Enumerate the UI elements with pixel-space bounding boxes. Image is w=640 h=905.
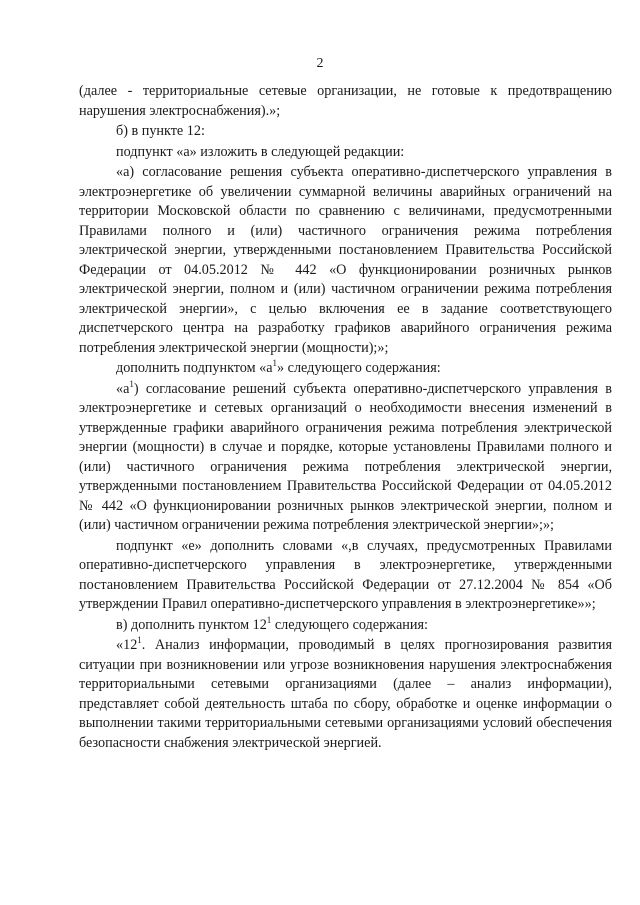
paragraph-item-v-intro xyxy=(79,616,612,636)
text-segment: «12 xyxy=(116,637,138,653)
superscript: 1 xyxy=(129,378,134,389)
paragraph-subitem-e: подпункт «е» дополнить словами «,в случаях, предусмотренных Правилами оперативно-диспетчерского управления в электроэнергетике, утвержденными постановлением Правительства Российской Федерации от 27.12.2004 № 854 «Об утверждении Правил оперативно-диспетчерского управления в электроэнергетике»»; xyxy=(79,537,612,612)
paragraph-subitem-a-text: «а) согласование решения субъекта оперативно-диспетчерского управления в электроэнергетике об увеличении суммарной величины аварийных ограничений на территории Московской области по сравнению с величинами, предусмотренными Правилами полного и (или) частичного ограничения режима потребления электрической энергии, утвержденными постановлением Правительства Российской Федерации от 04.05.2012 № 442 «О функционировании розничных рынков электрической энергии, полном и (или) частичном ограничении режима потребления электрической энергии», с целью включения ее в задание соответствующего диспетчерского центра на разработку графиков аварийного ограничения режима потребления электрической энергии (мощности);»; xyxy=(79,164,612,356)
paragraph-subitem-a-intro: подпункт «а» изложить в следующей редакции: xyxy=(116,143,405,160)
text-segment: в) дополнить пунктом 12 xyxy=(116,616,267,633)
superscript: 1 xyxy=(272,358,278,368)
page-number: 2 xyxy=(316,56,324,71)
text-segment: «а xyxy=(116,380,130,397)
paragraph-add-subitem-a1-intro xyxy=(79,359,612,379)
superscript: 1 xyxy=(266,614,272,625)
text-segment: дополнить подпунктом «а xyxy=(116,360,273,376)
paragraph-subitem-a1-text xyxy=(79,380,612,536)
text-segment: следующего содержания: xyxy=(271,616,428,633)
text-segment: » следующего содержания: xyxy=(277,360,441,376)
text-segment: ) согласование решений субъекта оперативно-диспетчерского управления в электроэнергетике и сетевых организаций о необходимости внесения изменений в утвержденные графики аварийного ограничения режима потребления электрической энергии (мощности) в случае и порядке, которые установлены Правилами полного и (или) частичного ограничения режима потребления электрической энергии, утвержденными постановлением Правительства Российской Федерации от 04.05.2012 № 442 «О функционировании розничных рынков электрической энергии, полном и (или) частичном ограничении режима потребления электрической энергии»;»; xyxy=(79,380,612,533)
paragraph-continuation: (далее - территориальные сетевые организации, не готовые к предотвращению нарушения электроснабжения).»; xyxy=(79,83,612,119)
paragraph-item-b: б) в пункте 12: xyxy=(116,123,205,139)
document-body xyxy=(79,82,612,753)
superscript: 1 xyxy=(137,635,142,645)
text-segment: . Анализ информации, проводимый в целях прогнозирования развития ситуации при возникновении или угрозе возникновения нарушения электроснабжения территориальными сетевыми организациями (далее – анализ информации), представляет собой деятельность штаба по сбору, обработке и оценке информации о выполнении такими территориальными сетевыми организациями условий обеспечения безопасности снабжения электрической энергией. xyxy=(79,637,612,751)
paragraph-item-12-1-text xyxy=(79,636,612,753)
